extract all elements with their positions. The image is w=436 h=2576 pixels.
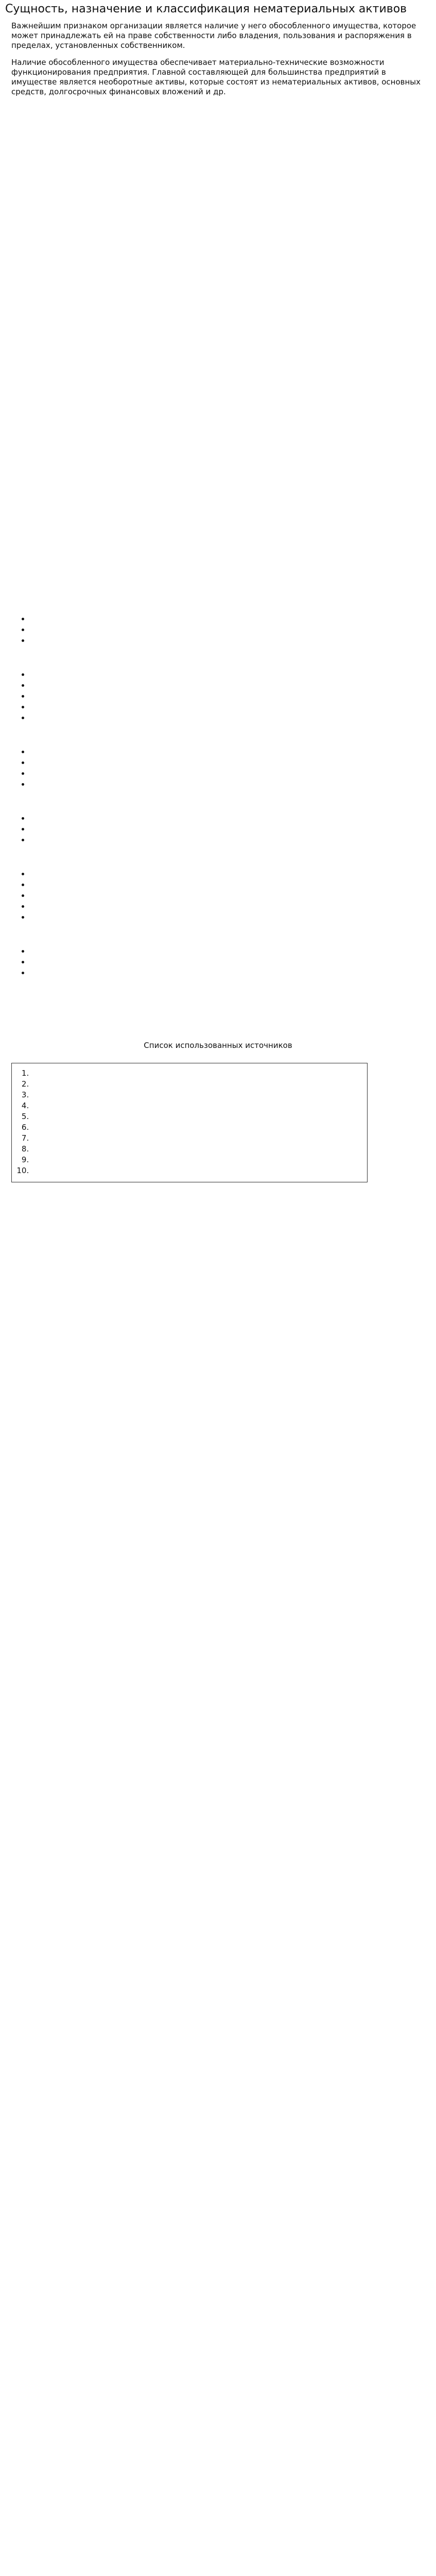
intro-paragraph bbox=[11, 104, 431, 114]
references-list bbox=[19, 1069, 359, 1176]
reference-paragraph bbox=[11, 1266, 431, 1276]
body-paragraph bbox=[11, 512, 431, 522]
body-paragraph bbox=[11, 325, 431, 335]
reference-paragraph bbox=[11, 1224, 431, 1234]
bullet-list bbox=[11, 614, 431, 646]
body-paragraph bbox=[11, 376, 431, 386]
list-item bbox=[30, 670, 431, 680]
list-item bbox=[30, 681, 431, 690]
body-paragraph bbox=[11, 410, 431, 420]
rights-item bbox=[11, 274, 431, 284]
reference-paragraph bbox=[11, 1287, 431, 1297]
page-title: Сущность, назначение и классификация нематериальных активов bbox=[5, 3, 407, 15]
rights-item bbox=[11, 257, 431, 267]
body-paragraph bbox=[11, 985, 431, 995]
reference-item bbox=[31, 1101, 359, 1111]
reference-item bbox=[31, 1144, 359, 1154]
intro-paragraph: Важнейшим признаком организации является наличие у него обособленного имущества, которое может принадлежать ей на праве собственности либо владения, пользования и распоряжения в пределах, установленных собственником. bbox=[11, 21, 416, 50]
list-item bbox=[30, 902, 431, 911]
body-paragraph bbox=[11, 1002, 431, 1012]
list-item bbox=[30, 779, 431, 789]
bullet-list bbox=[11, 814, 431, 845]
reference-item bbox=[31, 1133, 359, 1143]
reference-item bbox=[31, 1166, 359, 1176]
list-item bbox=[30, 968, 431, 978]
list-item bbox=[30, 835, 431, 845]
reference-item bbox=[31, 1069, 359, 1078]
body-paragraph bbox=[11, 427, 431, 437]
reference-paragraph bbox=[11, 1372, 431, 1382]
body-paragraph bbox=[11, 563, 431, 573]
rights-item bbox=[11, 189, 431, 199]
reference-paragraph bbox=[11, 1393, 431, 1403]
reference-paragraph bbox=[11, 1203, 431, 1213]
intro-paragraph bbox=[11, 138, 431, 148]
reference-paragraph bbox=[11, 1351, 431, 1361]
rights-item bbox=[11, 206, 431, 216]
list-lead bbox=[11, 852, 431, 862]
rights-item bbox=[11, 223, 431, 233]
list-item bbox=[30, 758, 431, 768]
list-item bbox=[30, 824, 431, 834]
body-paragraph bbox=[11, 308, 431, 318]
list-lead bbox=[11, 929, 431, 939]
intro-paragraph bbox=[11, 155, 431, 165]
body-paragraph bbox=[11, 580, 431, 590]
bullet-list bbox=[11, 946, 431, 978]
list-item bbox=[30, 625, 431, 635]
list-item bbox=[30, 946, 431, 956]
references-box bbox=[11, 1063, 368, 1182]
list-item bbox=[30, 614, 431, 624]
body-paragraph bbox=[11, 393, 431, 403]
list-item bbox=[30, 636, 431, 646]
body-paragraph bbox=[11, 495, 431, 505]
body-paragraph bbox=[11, 342, 431, 352]
reference-item bbox=[31, 1155, 359, 1165]
body-paragraph bbox=[11, 461, 431, 471]
rights-item bbox=[11, 291, 431, 301]
list-item bbox=[30, 912, 431, 922]
body-paragraph bbox=[11, 546, 431, 556]
reference-item bbox=[31, 1123, 359, 1132]
references-heading: Список использованных источников bbox=[144, 1041, 292, 1050]
intro-paragraph: Наличие обособленного имущества обеспечивает материально-технические возможности функционирования предприятия. Главной составляющей для большинства предприятий в имуществе является необоротные активы, которые состоят из нематериальных активов, основных средств, долгосрочных финансовых вложений и др. bbox=[11, 58, 421, 96]
references-plain bbox=[5, 1203, 431, 1403]
reference-paragraph bbox=[11, 1245, 431, 1255]
body-paragraph bbox=[11, 529, 431, 539]
list-item bbox=[30, 691, 431, 701]
reference-item bbox=[31, 1090, 359, 1100]
list-item bbox=[30, 880, 431, 890]
body-paragraph bbox=[11, 478, 431, 488]
reference-paragraph bbox=[11, 1309, 431, 1318]
list-item bbox=[30, 769, 431, 778]
list-item bbox=[30, 957, 431, 967]
bullet-list bbox=[11, 747, 431, 789]
list-item bbox=[30, 702, 431, 712]
reference-item bbox=[31, 1079, 359, 1089]
list-item bbox=[30, 869, 431, 879]
bullet-list bbox=[11, 869, 431, 922]
reference-item bbox=[31, 1112, 359, 1122]
body-paragraph bbox=[11, 444, 431, 454]
list-item bbox=[30, 891, 431, 901]
bullet-list bbox=[11, 670, 431, 723]
list-lead bbox=[11, 653, 431, 663]
list-item bbox=[30, 814, 431, 823]
list-item bbox=[30, 747, 431, 757]
rights-heading bbox=[11, 172, 431, 182]
intro-paragraph bbox=[11, 121, 431, 131]
list-lead bbox=[11, 597, 431, 607]
rights-item bbox=[11, 240, 431, 250]
reference-paragraph bbox=[11, 1330, 431, 1340]
document-body bbox=[5, 21, 431, 1012]
list-lead bbox=[11, 796, 431, 806]
list-lead bbox=[11, 730, 431, 740]
list-item bbox=[30, 713, 431, 723]
body-paragraph bbox=[11, 359, 431, 369]
